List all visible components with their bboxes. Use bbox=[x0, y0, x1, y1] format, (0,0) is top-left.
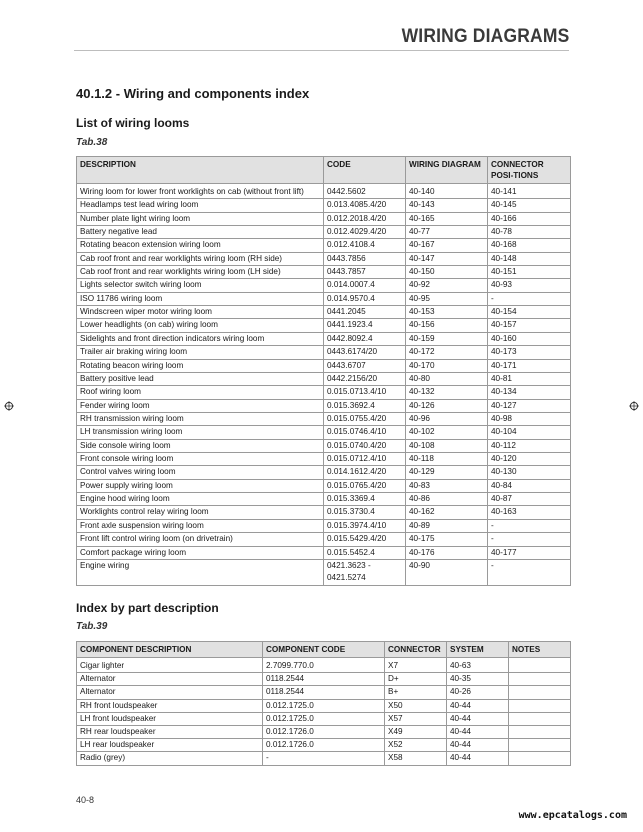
table-row bbox=[77, 453, 571, 466]
table-cell bbox=[509, 752, 571, 765]
table-cell: 40-132 bbox=[406, 386, 488, 399]
table-cell: 0443.7856 bbox=[324, 252, 406, 265]
table-cell: 40-151 bbox=[488, 266, 571, 279]
table-cell: 40-118 bbox=[406, 453, 488, 466]
table-cell: 40-44 bbox=[447, 726, 509, 739]
table-cell: Battery negative lead bbox=[77, 225, 324, 238]
table-cell: 40-130 bbox=[488, 466, 571, 479]
table-cell: 40-143 bbox=[406, 199, 488, 212]
table-cell: RH rear loudspeaker bbox=[77, 726, 263, 739]
table-cell: 40-162 bbox=[406, 506, 488, 519]
table-row bbox=[77, 546, 571, 559]
table-cell: D+ bbox=[385, 673, 447, 686]
section-title: 40.1.2 - Wiring and components index bbox=[76, 86, 310, 101]
table-cell: 0.014.9570.4 bbox=[324, 292, 406, 305]
table-cell: 40-166 bbox=[488, 212, 571, 225]
table-cell: 40-159 bbox=[406, 332, 488, 345]
table-cell: ISO 11786 wiring loom bbox=[77, 292, 324, 305]
table-cell: - bbox=[488, 559, 571, 585]
table-cell: 40-63 bbox=[447, 658, 509, 673]
looms-tab-label: Tab.38 bbox=[76, 137, 108, 148]
table-cell: 40-165 bbox=[406, 212, 488, 225]
table-cell: 40-77 bbox=[406, 225, 488, 238]
table-cell bbox=[509, 673, 571, 686]
table-cell: Front lift control wiring loom (on drivetrain) bbox=[77, 533, 324, 546]
column-header-notes: NOTES bbox=[509, 642, 571, 658]
table-cell: 40-80 bbox=[406, 372, 488, 385]
registration-mark-icon bbox=[4, 401, 14, 411]
table-cell: 0.012.1726.0 bbox=[263, 726, 385, 739]
table-cell: Front console wiring loom bbox=[77, 453, 324, 466]
table-cell: X7 bbox=[385, 658, 447, 673]
table-cell: 0443.7857 bbox=[324, 266, 406, 279]
table-row bbox=[77, 239, 571, 252]
table-row bbox=[77, 359, 571, 372]
table-row bbox=[77, 466, 571, 479]
table-cell: 0118.2544 bbox=[263, 673, 385, 686]
table-cell: Rotating beacon wiring loom bbox=[77, 359, 324, 372]
table-cell: Alternator bbox=[77, 686, 263, 699]
table-cell: Side console wiring loom bbox=[77, 439, 324, 452]
table-cell: 40-78 bbox=[488, 225, 571, 238]
table-cell: Sidelights and front direction indicators wiring loom bbox=[77, 332, 324, 345]
table-row bbox=[77, 372, 571, 385]
table-cell: 0.015.0765.4/20 bbox=[324, 479, 406, 492]
table-cell: RH front loudspeaker bbox=[77, 699, 263, 712]
table-cell: 0118.2544 bbox=[263, 686, 385, 699]
table-row bbox=[77, 726, 571, 739]
table-cell bbox=[509, 726, 571, 739]
table-cell: 40-44 bbox=[447, 712, 509, 725]
table-cell: 40-93 bbox=[488, 279, 571, 292]
table-cell: Power supply wiring loom bbox=[77, 479, 324, 492]
table-row bbox=[77, 252, 571, 265]
table-row bbox=[77, 279, 571, 292]
table-cell: 0.014.0007.4 bbox=[324, 279, 406, 292]
table-header-row bbox=[77, 157, 571, 184]
table-cell: 40-145 bbox=[488, 199, 571, 212]
table-cell: 40-127 bbox=[488, 399, 571, 412]
column-header-code: CODE bbox=[324, 157, 406, 184]
table-row bbox=[77, 506, 571, 519]
table-cell: 40-95 bbox=[406, 292, 488, 305]
table-cell: X50 bbox=[385, 699, 447, 712]
table-cell: 40-81 bbox=[488, 372, 571, 385]
table-cell: X49 bbox=[385, 726, 447, 739]
table-row bbox=[77, 479, 571, 492]
registration-mark-icon bbox=[629, 401, 639, 411]
table-cell: 40-112 bbox=[488, 439, 571, 452]
table-cell: 0.013.4085.4/20 bbox=[324, 199, 406, 212]
table-cell: 0.015.0713.4/10 bbox=[324, 386, 406, 399]
table-cell: 40-126 bbox=[406, 399, 488, 412]
table-cell: Cab roof front and rear worklights wiring loom (LH side) bbox=[77, 266, 324, 279]
table-cell: 40-98 bbox=[488, 412, 571, 425]
table-row bbox=[77, 199, 571, 212]
table-cell: 40-89 bbox=[406, 519, 488, 532]
table-row bbox=[77, 212, 571, 225]
table-row bbox=[77, 493, 571, 506]
column-header-description: DESCRIPTION bbox=[77, 157, 324, 184]
table-cell: Lights selector switch wiring loom bbox=[77, 279, 324, 292]
table-cell: 40-156 bbox=[406, 319, 488, 332]
table-cell: 40-87 bbox=[488, 493, 571, 506]
table-cell: Windscreen wiper motor wiring loom bbox=[77, 306, 324, 319]
table-cell: 2.7099.770.0 bbox=[263, 658, 385, 673]
looms-subtitle: List of wiring looms bbox=[76, 116, 190, 130]
table-cell: 0.012.4108.4 bbox=[324, 239, 406, 252]
table-row bbox=[77, 519, 571, 532]
table-cell: 0.015.5452.4 bbox=[324, 546, 406, 559]
table-cell: 40-129 bbox=[406, 466, 488, 479]
table-cell: 40-92 bbox=[406, 279, 488, 292]
table-cell: 0.015.0712.4/10 bbox=[324, 453, 406, 466]
table-row bbox=[77, 752, 571, 765]
table-cell: 40-160 bbox=[488, 332, 571, 345]
table-cell: 0441.1923.4 bbox=[324, 319, 406, 332]
table-cell: 40-120 bbox=[488, 453, 571, 466]
table-cell: 0.015.3369.4 bbox=[324, 493, 406, 506]
table-row bbox=[77, 699, 571, 712]
table-row bbox=[77, 292, 571, 305]
table-cell: 0.012.1725.0 bbox=[263, 699, 385, 712]
table-cell: 0.015.0755.4/20 bbox=[324, 412, 406, 425]
table-row bbox=[77, 346, 571, 359]
table-cell: 40-134 bbox=[488, 386, 571, 399]
table-cell: 40-90 bbox=[406, 559, 488, 585]
table-cell: Trailer air braking wiring loom bbox=[77, 346, 324, 359]
table-cell: Comfort package wiring loom bbox=[77, 546, 324, 559]
table-cell: 40-83 bbox=[406, 479, 488, 492]
table-cell: Alternator bbox=[77, 673, 263, 686]
table-cell: Radio (grey) bbox=[77, 752, 263, 765]
table-cell: X57 bbox=[385, 712, 447, 725]
table-row bbox=[77, 225, 571, 238]
table-cell: 0443.6707 bbox=[324, 359, 406, 372]
wiring-looms-body bbox=[77, 184, 571, 586]
table-cell: Roof wiring loom bbox=[77, 386, 324, 399]
table-row bbox=[77, 266, 571, 279]
table-cell: 0.015.0746.4/10 bbox=[324, 426, 406, 439]
table-row bbox=[77, 439, 571, 452]
table-row bbox=[77, 533, 571, 546]
table-row bbox=[77, 426, 571, 439]
table-cell: 0442.5602 bbox=[324, 184, 406, 199]
table-cell: RH transmission wiring loom bbox=[77, 412, 324, 425]
table-row bbox=[77, 673, 571, 686]
table-cell: 0421.3623 - 0421.5274 bbox=[324, 559, 406, 585]
table-cell: 40-170 bbox=[406, 359, 488, 372]
table-cell: 0.015.3974.4/10 bbox=[324, 519, 406, 532]
table-cell: X58 bbox=[385, 752, 447, 765]
table-cell: B+ bbox=[385, 686, 447, 699]
table-cell: - bbox=[488, 292, 571, 305]
table-cell: 40-148 bbox=[488, 252, 571, 265]
table-cell: 0.012.1726.0 bbox=[263, 739, 385, 752]
table-cell: 40-44 bbox=[447, 739, 509, 752]
table-cell: 40-44 bbox=[447, 752, 509, 765]
table-cell: 40-154 bbox=[488, 306, 571, 319]
column-header-connector: CONNECTOR bbox=[385, 642, 447, 658]
table-cell: - bbox=[263, 752, 385, 765]
table-cell: Engine wiring bbox=[77, 559, 324, 585]
table-cell: Cigar lighter bbox=[77, 658, 263, 673]
table-row bbox=[77, 412, 571, 425]
site-url[interactable]: www.epcatalogs.com bbox=[518, 810, 627, 821]
table-cell: Engine hood wiring loom bbox=[77, 493, 324, 506]
table-cell: 40-177 bbox=[488, 546, 571, 559]
table-cell: - bbox=[488, 519, 571, 532]
table-cell: 40-26 bbox=[447, 686, 509, 699]
table-cell: 0442.8092.4 bbox=[324, 332, 406, 345]
table-cell: 40-147 bbox=[406, 252, 488, 265]
table-cell: Lower headlights (on cab) wiring loom bbox=[77, 319, 324, 332]
table-cell: 40-44 bbox=[447, 699, 509, 712]
table-cell: X52 bbox=[385, 739, 447, 752]
table-cell: 40-153 bbox=[406, 306, 488, 319]
table-cell bbox=[509, 658, 571, 673]
table-cell bbox=[509, 712, 571, 725]
table-cell: Wiring loom for lower front worklights on cab (without front lift) bbox=[77, 184, 324, 199]
table-row bbox=[77, 559, 571, 585]
column-header-wiring-diagram: WIRING DIAGRAM bbox=[406, 157, 488, 184]
table-header-row bbox=[77, 642, 571, 658]
table-cell: LH transmission wiring loom bbox=[77, 426, 324, 439]
table-cell: 40-86 bbox=[406, 493, 488, 506]
table-row bbox=[77, 686, 571, 699]
table-cell: Control valves wiring loom bbox=[77, 466, 324, 479]
table-cell: 40-176 bbox=[406, 546, 488, 559]
table-cell: 40-163 bbox=[488, 506, 571, 519]
table-cell: 40-173 bbox=[488, 346, 571, 359]
table-cell: 40-104 bbox=[488, 426, 571, 439]
page-number: 40-8 bbox=[76, 795, 95, 805]
table-cell: 40-175 bbox=[406, 533, 488, 546]
table-cell: 40-35 bbox=[447, 673, 509, 686]
table-cell: 40-140 bbox=[406, 184, 488, 199]
table-row bbox=[77, 306, 571, 319]
table-cell: 40-172 bbox=[406, 346, 488, 359]
header-rule bbox=[74, 50, 569, 51]
table-cell: 0.014.1612.4/20 bbox=[324, 466, 406, 479]
table-row bbox=[77, 386, 571, 399]
header-title: WIRING DIAGRAMS bbox=[401, 26, 569, 47]
table-cell: Front axle suspension wiring loom bbox=[77, 519, 324, 532]
table-cell: 0.015.5429.4/20 bbox=[324, 533, 406, 546]
table-cell: 40-157 bbox=[488, 319, 571, 332]
table-cell: Battery positive lead bbox=[77, 372, 324, 385]
table-cell: 40-141 bbox=[488, 184, 571, 199]
table-cell: Worklights control relay wiring loom bbox=[77, 506, 324, 519]
column-header-system: SYSTEM bbox=[447, 642, 509, 658]
table-cell: 0.012.1725.0 bbox=[263, 712, 385, 725]
table-row bbox=[77, 332, 571, 345]
table-cell bbox=[509, 739, 571, 752]
table-cell: Rotating beacon extension wiring loom bbox=[77, 239, 324, 252]
components-subtitle: Index by part description bbox=[76, 601, 219, 615]
table-cell: 0442.2156/20 bbox=[324, 372, 406, 385]
table-row bbox=[77, 319, 571, 332]
table-row bbox=[77, 658, 571, 673]
table-cell: 40-108 bbox=[406, 439, 488, 452]
table-cell: 0.015.0740.4/20 bbox=[324, 439, 406, 452]
column-header-component-description: COMPONENT DESCRIPTION bbox=[77, 642, 263, 658]
column-header-connector-positions: CONNECTOR POSI-TIONS bbox=[488, 157, 571, 184]
table-cell: Cab roof front and rear worklights wiring loom (RH side) bbox=[77, 252, 324, 265]
table-row bbox=[77, 739, 571, 752]
table-cell: 0.012.4029.4/20 bbox=[324, 225, 406, 238]
components-index-body bbox=[77, 658, 571, 766]
table-cell: LH rear loudspeaker bbox=[77, 739, 263, 752]
table-cell: 0441.2045 bbox=[324, 306, 406, 319]
table-cell: Headlamps test lead wiring loom bbox=[77, 199, 324, 212]
table-cell: 0.015.3692.4 bbox=[324, 399, 406, 412]
table-cell: - bbox=[488, 533, 571, 546]
table-row bbox=[77, 399, 571, 412]
table-cell: Fender wiring loom bbox=[77, 399, 324, 412]
table-cell: 40-150 bbox=[406, 266, 488, 279]
table-cell: Number plate light wiring loom bbox=[77, 212, 324, 225]
table-row bbox=[77, 184, 571, 199]
table-row bbox=[77, 712, 571, 725]
table-cell: 0.012.2018.4/20 bbox=[324, 212, 406, 225]
components-tab-label: Tab.39 bbox=[76, 621, 108, 632]
table-cell bbox=[509, 699, 571, 712]
components-index-table bbox=[76, 641, 571, 766]
table-cell: 40-102 bbox=[406, 426, 488, 439]
table-cell bbox=[509, 686, 571, 699]
table-cell: 40-168 bbox=[488, 239, 571, 252]
table-cell: 40-167 bbox=[406, 239, 488, 252]
table-cell: 40-84 bbox=[488, 479, 571, 492]
column-header-component-code: COMPONENT CODE bbox=[263, 642, 385, 658]
table-cell: 40-96 bbox=[406, 412, 488, 425]
table-cell: 40-171 bbox=[488, 359, 571, 372]
table-cell: 0443.6174/20 bbox=[324, 346, 406, 359]
table-cell: 0.015.3730.4 bbox=[324, 506, 406, 519]
table-cell: LH front loudspeaker bbox=[77, 712, 263, 725]
wiring-looms-table bbox=[76, 156, 571, 586]
